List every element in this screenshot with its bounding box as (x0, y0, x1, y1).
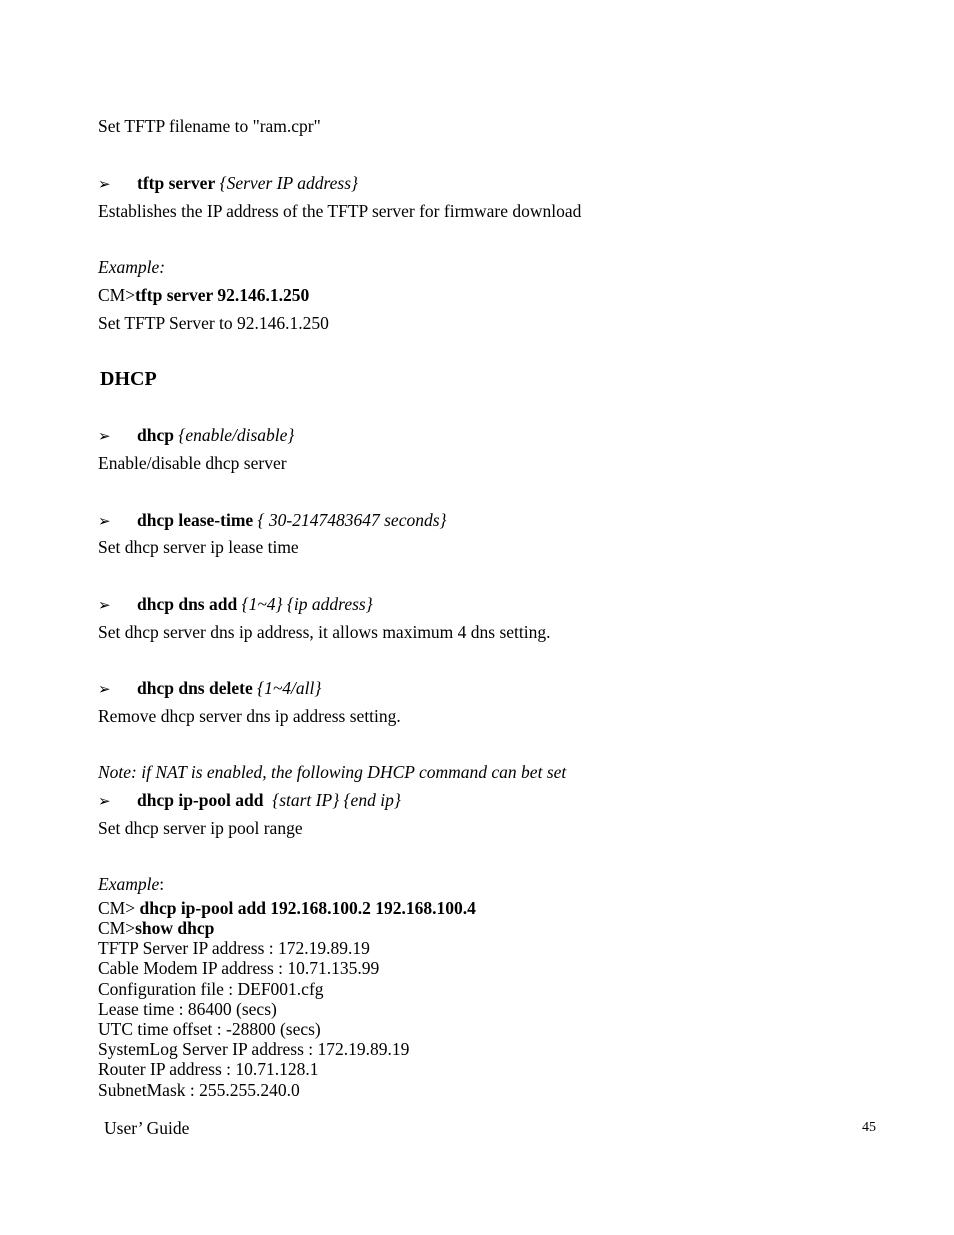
output-line: SystemLog Server IP address : 172.19.89.19 (98, 1039, 410, 1059)
command-dhcp-ip-pool-add (98, 790, 401, 811)
example-label-text: Example (98, 874, 160, 894)
command-dhcp-dns-add (98, 594, 373, 615)
example-label: Example: (98, 257, 166, 277)
command-args: {Server IP address} (219, 173, 359, 193)
arrow-bullet-icon: ➢ (98, 175, 111, 193)
arrow-bullet-icon: ➢ (98, 680, 111, 698)
example-command (98, 918, 214, 938)
arrow-bullet-icon: ➢ (98, 512, 111, 530)
arrow-bullet-icon: ➢ (98, 596, 111, 614)
command-name: dhcp dns add (137, 594, 238, 614)
command-description: Remove dhcp server dns ip address setting. (98, 706, 401, 726)
example-command-text: dhcp ip-pool add 192.168.100.2 192.168.100.4 (139, 898, 476, 918)
output-line: Router IP address : 10.71.128.1 (98, 1059, 319, 1079)
example-prompt: CM> (98, 918, 136, 938)
arrow-bullet-icon: ➢ (98, 427, 111, 445)
arrow-bullet-icon: ➢ (98, 792, 111, 810)
section-heading: DHCP (100, 368, 157, 390)
example-command-text: show dhcp (135, 918, 215, 938)
example-result: Set TFTP Server to 92.146.1.250 (98, 313, 329, 333)
example-command (98, 898, 476, 918)
output-line: TFTP Server IP address : 172.19.89.19 (98, 938, 370, 958)
output-line: Cable Modem IP address : 10.71.135.99 (98, 958, 380, 978)
example-label-colon: : (159, 874, 165, 894)
footer-title: User’ Guide (104, 1118, 190, 1138)
command-description: Set dhcp server ip lease time (98, 537, 299, 557)
example-label (98, 874, 164, 894)
command-description: Set dhcp server dns ip address, it allows maximum 4 dns setting. (98, 622, 551, 642)
command-name: dhcp (137, 425, 174, 445)
example-prompt: CM> (98, 898, 140, 918)
command-name: dhcp dns delete (137, 678, 253, 698)
command-description: Enable/disable dhcp server (98, 453, 287, 473)
example-command (98, 285, 309, 305)
command-description: Set dhcp server ip pool range (98, 818, 303, 838)
example-prompt: CM> (98, 285, 136, 305)
intro-text: Set TFTP filename to "ram.cpr" (98, 116, 321, 136)
note-text: Note: if NAT is enabled, the following DHCP command can bet set (98, 762, 567, 782)
output-line: Lease time : 86400 (secs) (98, 999, 277, 1019)
command-tftp-server (98, 173, 358, 194)
command-dhcp-dns-delete (98, 678, 321, 699)
page-number: 45 (862, 1120, 876, 1135)
command-args: {enable/disable} (178, 425, 295, 445)
command-dhcp-lease-time (98, 510, 447, 531)
command-args: {1~4} {ip address} (241, 594, 373, 614)
command-name: tftp server (137, 173, 216, 193)
command-name: dhcp ip-pool add (137, 790, 264, 810)
command-args: {1~4/all} (257, 678, 322, 698)
command-description: Establishes the IP address of the TFTP server for firmware download (98, 201, 582, 221)
command-name: dhcp lease-time (137, 510, 254, 530)
command-args: { 30-2147483647 seconds} (257, 510, 447, 530)
command-dhcp (98, 425, 294, 446)
example-command-text: tftp server 92.146.1.250 (135, 285, 310, 305)
output-line: UTC time offset : -28800 (secs) (98, 1019, 321, 1039)
command-args: {start IP} {end ip} (272, 790, 401, 810)
output-line: Configuration file : DEF001.cfg (98, 979, 324, 999)
output-line: SubnetMask : 255.255.240.0 (98, 1080, 300, 1100)
